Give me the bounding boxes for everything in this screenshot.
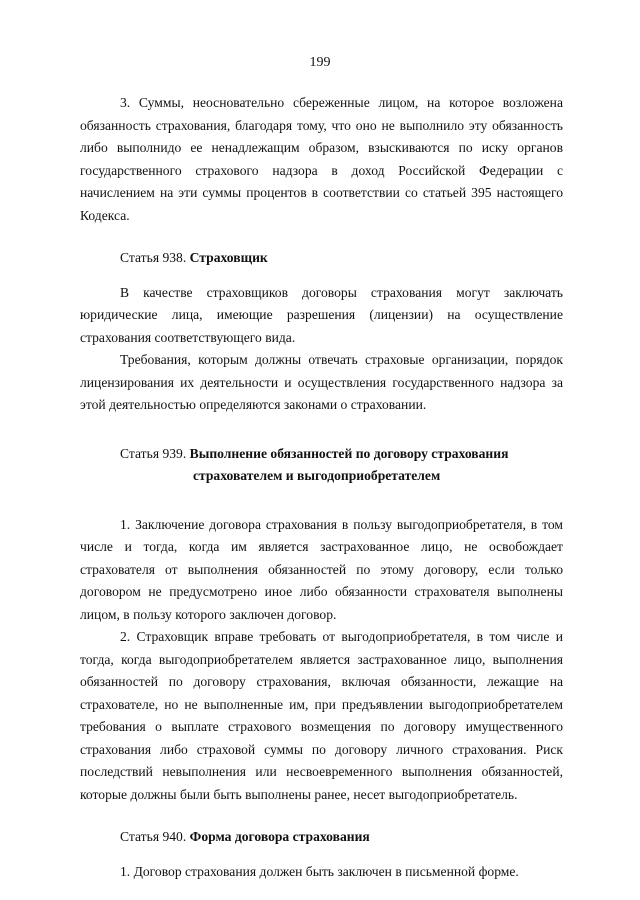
article-938-paragraph-1: В качестве страховщиков договоры страхования могут заключать юридические лица, имеющие разрешения (лицензии) на осуществление страхования соответствующего вида.	[80, 284, 563, 345]
article-939-paragraph-1: 1. Заключение договора страхования в пользу выгодоприобретателя, в том числе и тогда, когда им является застрахованное лицо, не освобождает страхователя от выполнения обязанностей по этому договору, если только договором не предусмотрено иное либо обязанности страхователя выполнены лицом, в пользу которого заключен договор.	[80, 516, 563, 622]
article-940-number: Статья 940.	[120, 829, 187, 844]
paragraph-3: 3. Суммы, неосновательно сбереженные лицом, на которое возложена обязанность страхования, благодаря тому, что оно не выполнило эту обязанность либо выполнидо ее ненадлежащим образом, взыскиваются по иску органов государственного страхового надзора в доход Российской Федерации с начислением на эти суммы процентов в соответствии со статьей 395 настоящего Кодекса.	[80, 95, 563, 223]
page-body	[80, 92, 563, 883]
article-940-heading	[80, 826, 563, 849]
article-939-paragraph-2: 2. Страховщик вправе требовать от выгодоприобретателя, в том числе и тогда, когда выгодоприобретателем является застрахованное лицо, выполнения обязанностей по договору страхования, включая обязанности, лежащие на страхователе, но не выполненные им, при предъявлении выгодоприобретателем требования о выплате страхового возмещения по договору имущественного страхования либо страховой суммы по договору личного страхования. Риск последствий невыполнения или несвоевременного выполнения обязанностей, которые должны были быть выполнены ранее, несет выгодоприобретатель.	[80, 629, 563, 802]
article-939-title-line-1: Выполнение обязанностей по договору страхования	[189, 445, 509, 461]
article-938-number: Статья 938.	[120, 250, 187, 265]
article-938-heading	[80, 247, 563, 270]
article-939-heading	[80, 443, 563, 488]
article-938-paragraph-2: Требования, которым должны отвечать страховые организации, порядок лицензирования их деятельности и осуществления государственного надзора за этой деятельностью определяются законами о страховании.	[80, 352, 563, 412]
article-940-title: Форма договора страхования	[189, 829, 370, 844]
article-939-title-line-2: страхователем и выгодоприобретателем	[193, 468, 441, 483]
article-940-paragraph-1: 1. Договор страхования должен быть заключен в письменной форме.	[120, 863, 519, 879]
page-number: 199	[309, 55, 331, 70]
article-939-number: Статья 939.	[120, 445, 187, 461]
article-938-title: Страховщик	[189, 250, 268, 265]
